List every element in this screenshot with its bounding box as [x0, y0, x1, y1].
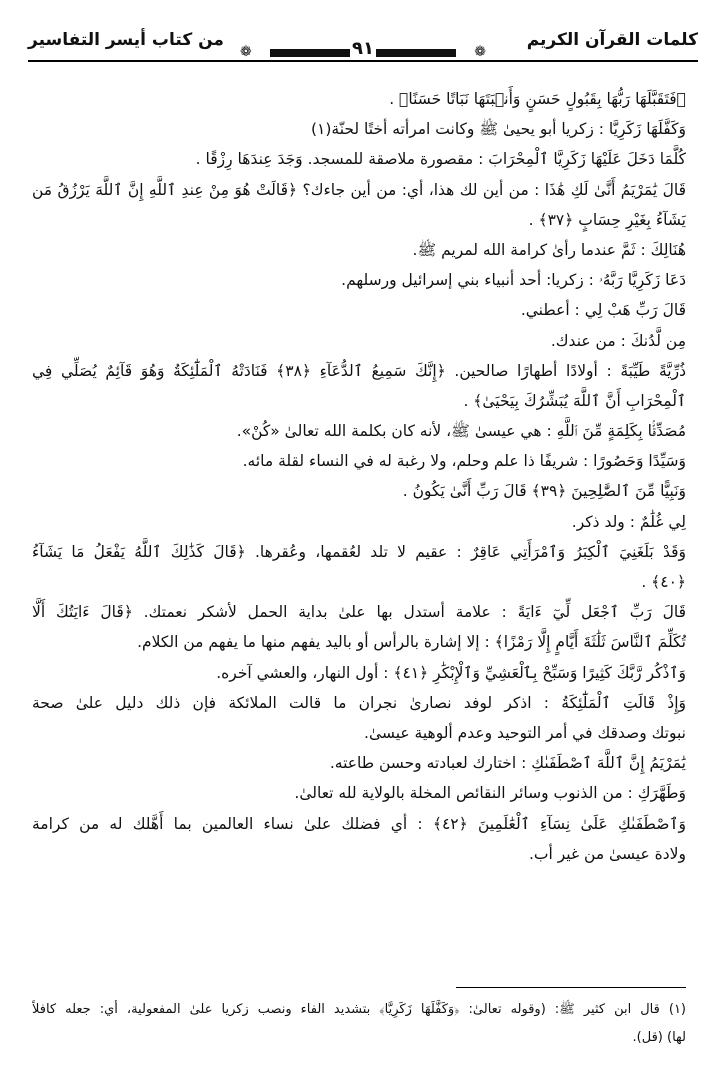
text-line: كُلَّمَا دَخَلَ عَلَيْهَا زَكَرِيَّا ٱلْمِحْرَابَ : مقصورة ملاصقة للمسجد. وَجَدَ عِندَهَا رِزْقًا . [195, 150, 686, 169]
text-line: ﴿٤٠﴾ . [641, 573, 686, 591]
text-line: قَالَ رَبِّ هَبْ لِي : أعطني. [520, 301, 686, 320]
text-line: ﴿فَتَقَبَّلَهَا رَبُّهَا بِقَبُولٍ حَسَنٍ وَأَنۢبَتَهَا نَبَاتًا حَسَنًا﴾ . [389, 90, 686, 108]
text-line: وَإِذْ قَالَتِ ٱلْمَلَٰٓئِكَةُ : اذكر لوفد نصارىٰ نجران ما قالت الملائكة فإن ذلك دليل علىٰ صحة [32, 693, 686, 712]
text-line: وَٱذْكُر رَّبَّكَ كَثِيرًا وَسَبِّحْ بِٱلْعَشِيِّ وَٱلْإِبْكَٰرِ ﴿٤١﴾ : أول النهار، والعشي آخره. [216, 663, 686, 682]
text-line: لِي غُلَٰمٌ : ولد ذكر. [571, 512, 686, 531]
footnote-line: (١) قال ابن كثير ﷺ: (وقوله تعالىٰ: ﴿وَكَفَّلَهَا زَكَرِيَّا﴾ بتشديد الفاء ونصب زكريا علىٰ المفعولية، أي: جعله كافلاً [32, 1002, 686, 1017]
text-line: ذُرِّيَّةً طَيِّبَةً : أولادًا أطهارًا صالحين. ﴿إِنَّكَ سَمِيعُ ٱلدُّعَآءِ ﴿٣٨﴾ فَنَادَتْهُ ٱلْمَلَٰٓئِكَةُ وَهُوَ قَآئِمٌ يُصَلِّي فِي [32, 361, 686, 380]
text-line: تُكَلِّمَ ٱلنَّاسَ ثَلَٰثَةَ أَيَّامٍ إِلَّا رَمْزًا﴾ : إلا إشارة بالرأس أو باليد يفهم منها ما يفهم من الكلام. [137, 633, 686, 652]
footnote-line: لها) (قل). [632, 1030, 686, 1045]
text-line: وَقَدْ بَلَغَنِيَ ٱلْكِبَرُ وَٱمْرَأَتِي عَاقِرٌ : عقيم لا تلد لعُقمها، وعُقرها. ﴿قَالَ كَذَٰلِكَ ٱللَّهُ يَفْعَلُ مَا يَشَآءُ [32, 542, 686, 561]
text-line: وَٱصْطَفَىٰكِ عَلَىٰ نِسَآءِ ٱلْعَٰلَمِينَ ﴿٤٢﴾ : أي فضلك علىٰ نساء العالمين بما أَهَّلك له من كرامة [32, 814, 686, 833]
text-line: هُنَالِكَ : ثَمَّ عندما رأىٰ كرامة الله لمريم ﷺ. [412, 240, 686, 259]
text-line: دَعَا زَكَرِيَّا رَبَّهُۥ : زكريا: أحد أنبياء بني إسرائيل ورسلهم. [341, 271, 686, 290]
source-title: من كتاب أيسر التفاسير [28, 30, 224, 50]
page-number: ٩١ [352, 38, 374, 59]
ornament-icon: ❁ [474, 44, 486, 60]
footnote-separator [456, 987, 686, 988]
text-line: وَنَبِيًّا مِّنَ ٱلصَّٰلِحِينَ ﴿٣٩﴾ قَالَ رَبِّ أَنَّىٰ يَكُونُ . [402, 482, 686, 501]
text-line: مِن لَّدُنكَ : من عندك. [550, 331, 686, 350]
page-body [32, 84, 686, 869]
text-line: وَكَفَّلَهَا زَكَرِيَّا : زكريا أبو يحيىٰ ﷺ وكانت امرأته أختًا لحنّة(١) [310, 120, 686, 139]
text-line: قَالَ رَبِّ ٱجْعَل لِّيٓ ءَايَةً : علامة أستدل بها علىٰ بداية الحمل لأشكر نعمتك. ﴿قَالَ ءَايَتُكَ أَلَّا [32, 603, 686, 622]
text-line: يَٰمَرْيَمُ إِنَّ ٱللَّهَ ٱصْطَفَىٰكِ : اختارك لعبادته وحسن طاعته. [329, 754, 686, 773]
book-title: كلمات القرآن الكريم [526, 30, 698, 50]
text-line: مُصَدِّقًۢا بِكَلِمَةٍ مِّنَ ٱللَّهِ : هي عيسىٰ ﷺ، لأنه كان بكلمة الله تعالىٰ «كُنْ». [236, 422, 686, 441]
ornament-icon: ❁ [240, 44, 252, 60]
footnotes [32, 996, 686, 1052]
text-line: ولادة عيسىٰ من غير أب. [529, 844, 686, 863]
text-line: ٱلْمِحْرَابِ أَنَّ ٱللَّهَ يُبَشِّرُكَ بِيَحْيَىٰ﴾ . [463, 391, 686, 410]
text-line: وَطَهَّرَكِ : من الذنوب وسائر النقائص المخلة بالولاية لله تعالىٰ. [294, 784, 686, 803]
text-line: يَشَآءُ بِغَيْرِ حِسَابٍ ﴿٣٧﴾ . [528, 210, 686, 229]
header-rule [28, 60, 698, 62]
page-header [28, 22, 698, 68]
text-line: نبوتك وصدقك في أمر التوحيد وعدم ألوهية عيسىٰ. [364, 723, 686, 742]
text-line: وَسَيِّدًا وَحَصُورًا : شريفًا ذا علم وحلم، ولا رغبة له في النساء لقلة مائه. [242, 452, 686, 471]
text-line: قَالَ يَٰمَرْيَمُ أَنَّىٰ لَكِ هَٰذَا : من أين لك هذا، أي: من أين جاءك؟ ﴿قَالَتْ هُوَ مِنْ عِندِ ٱللَّهِ إِنَّ ٱللَّهَ يَرْزُقُ مَن [32, 180, 686, 199]
header-bar [376, 49, 456, 57]
header-bar [270, 49, 350, 57]
